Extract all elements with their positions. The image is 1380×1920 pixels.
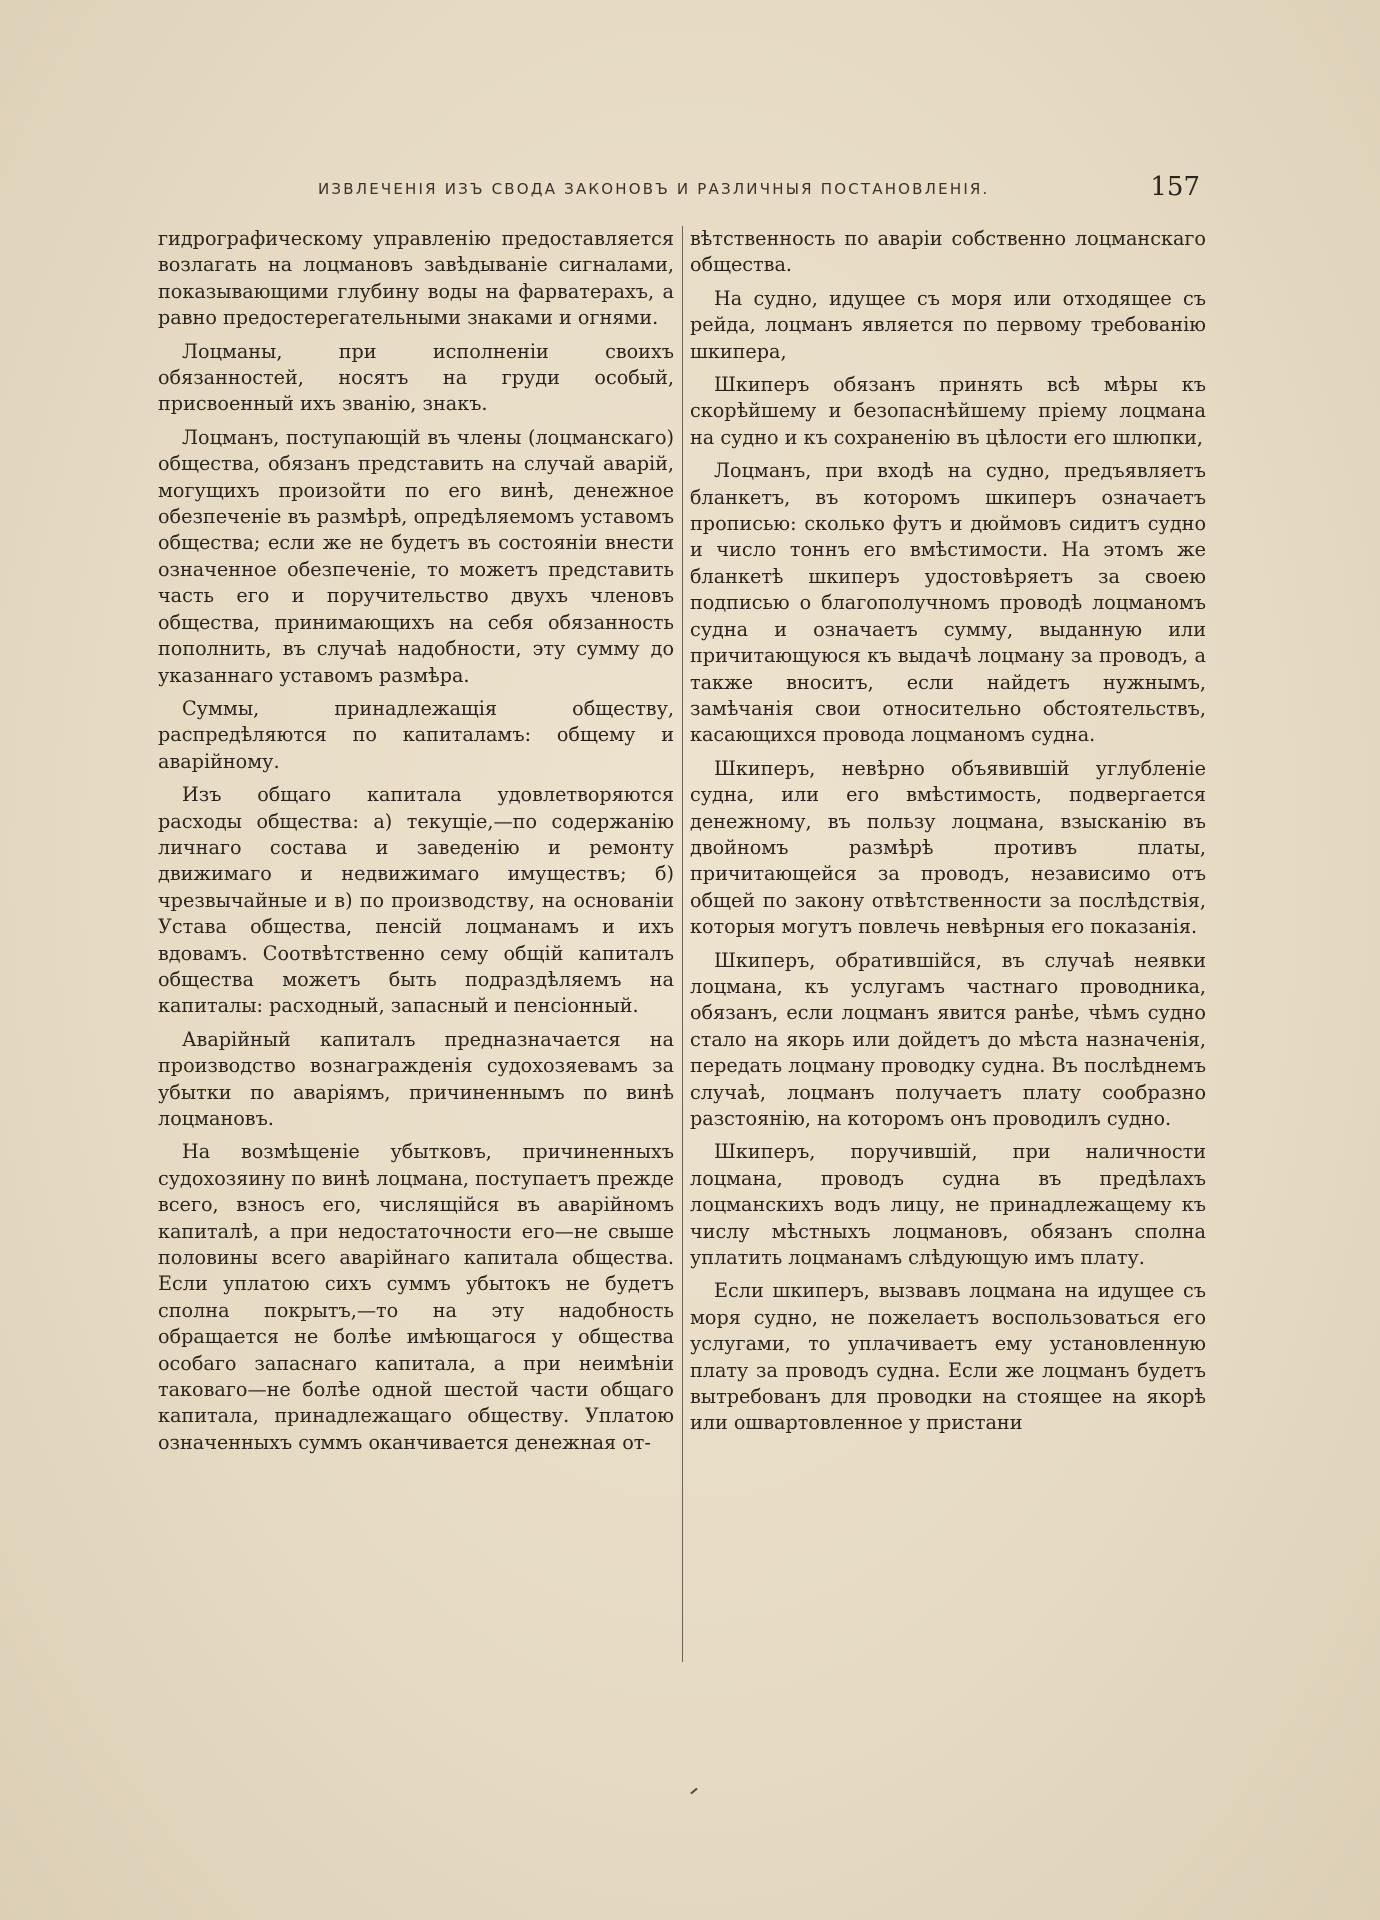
page-number: 157 — [1150, 172, 1200, 202]
ink-mark — [690, 1788, 697, 1795]
paragraph: Шкиперъ обязанъ принять всѣ мѣры къ скорѣйшему и безопаснѣйшему пріему лоцмана на судно и къ сохраненію въ цѣлости его шлюпки, — [690, 373, 1206, 449]
paragraph: Шкиперъ, поручившій, при наличности лоцмана, проводъ судна въ предѣлахъ лоцманскихъ водъ лицу, не принадлежащему къ числу мѣстныхъ лоцмановъ, обязанъ сполна уплатить лоцманамъ слѣдующую имъ плату. — [690, 1140, 1206, 1270]
paragraph: вѣтственность по аваріи собственно лоцманскаго общества. — [690, 227, 1206, 277]
right-column — [690, 226, 1206, 1444]
paragraph: Лоцманъ, поступающій въ члены (лоцманскаго) общества, обязанъ представить на случай аварій, могущихъ произойти по его винѣ, денежное обезпеченіе въ размѣрѣ, опредѣляемомъ уставомъ общества; если же не будетъ въ состояніи внести означенное обезпеченіе, то можетъ представить часть его и поручительство двухъ членовъ общества, принимающихъ на себя обязанность пополнить, въ случаѣ надобности, эту сумму до указаннаго уставомъ размѣра. — [158, 425, 674, 687]
paragraph: Лоцманъ, при входѣ на судно, предъявляетъ бланкетъ, въ которомъ шкиперъ означаетъ прописью: сколько футъ и дюймовъ сидитъ судно и число тоннъ его вмѣстимости. На этомъ же бланкетѣ шкиперъ удостовѣряетъ за своею подписью о благополучномъ проводѣ лоцманомъ судна и означаетъ сумму, выданную или причитающуюся къ выдачѣ лоцману за проводъ, а также вноситъ, если найдетъ нужнымъ, замѣчанія свои относительно обстоятельствъ, касающихся провода лоцманомъ судна. — [690, 459, 1206, 747]
paragraph: Если шкиперъ, вызвавъ лоцмана на идущее съ моря судно, не пожелаетъ воспользоваться его услугами, то уплачиваетъ ему установленную плату за проводъ судна. Если же лоцманъ будетъ вытребованъ для проводки на стоящее на якорѣ или ошвартовленное у пристани — [690, 1279, 1206, 1435]
paragraph: Суммы, принадлежащія обществу, распредѣляются по капиталамъ: общему и аварійному. — [158, 696, 674, 773]
paragraph: На возмѣщеніе убытковъ, причиненныхъ судохозяину по винѣ лоцмана, поступаетъ прежде всего, взносъ его, числящійся въ аварійномъ капиталѣ, а при недостаточности его—не свыше половины всего аварійнаго капитала общества. Если уплатою сихъ суммъ убытокъ не будетъ сполна покрытъ,—то на эту надобность обращается не болѣе имѣющагося у общества особаго запаснаго капитала, а при неимѣніи таковаго—не болѣе одной шестой части общаго капитала, принадлежащаго обществу. Уплатою означенныхъ суммъ оканчивается денежная от- — [158, 1140, 674, 1454]
paragraph: Изъ общаго капитала удовлетворяются расходы общества: а) текущіе,—по содержанію личнаго состава и заведенію и ремонту движимаго и недвижимаго имуществъ; б) чрезвычайные и в) по производству, на основаніи Устава общества, пенсій лоцманамъ и ихъ вдовамъ. Соотвѣтственно сему общій капиталъ общества можетъ быть подраздѣляемъ на капиталы: расходный, запасный и пенсіонный. — [158, 783, 674, 1018]
paragraph: Шкиперъ, обратившійся, въ случаѣ неявки лоцмана, къ услугамъ частнаго проводника, обязанъ, если лоцманъ явится ранѣе, чѣмъ судно стало на якорь или дойдетъ до мѣста назначенія, передать лоцману проводку судна. Въ послѣднемъ случаѣ, лоцманъ получаетъ плату сообразно разстоянію, на которомъ онъ проводилъ судно. — [690, 948, 1206, 1130]
paragraph: гидрографическому управленію предоставляется возлагать на лоцмановъ завѣдываніе сигналами, показывающими глубину воды на фарватерахъ, а равно предостерегательными знаками и огнями. — [158, 227, 674, 330]
column-divider — [682, 226, 683, 1662]
paragraph: Аварійный капиталъ предназначается на производство вознагражденія судохозяевамъ за убытки по аваріямъ, причиненнымъ по винѣ лоцмановъ. — [158, 1027, 674, 1130]
running-head — [158, 172, 1200, 206]
paragraph: Шкиперъ, невѣрно объявившій углубленіе судна, или его вмѣстимость, подвергается денежному, въ пользу лоцмана, взысканію въ двойномъ размѣрѣ противъ платы, причитающейся за проводъ, независимо отъ общей по закону отвѣтственности за послѣдствія, которыя могутъ повлечь невѣрныя его показанія. — [690, 756, 1206, 939]
paragraph: Лоцманы, при исполненіи своихъ обязанностей, носятъ на груди особый, присвоенный ихъ званію, знакъ. — [158, 339, 674, 416]
left-column — [158, 226, 674, 1463]
running-title: ИЗВЛЕЧЕНІЯ ИЗЪ СВОДА ЗАКОНОВЪ И РАЗЛИЧНЫЯ ПОСТАНОВЛЕНІЯ. — [318, 180, 990, 198]
paragraph: На судно, идущее съ моря или отходящее съ рейда, лоцманъ является по первому требованію шкипера, — [690, 286, 1206, 363]
